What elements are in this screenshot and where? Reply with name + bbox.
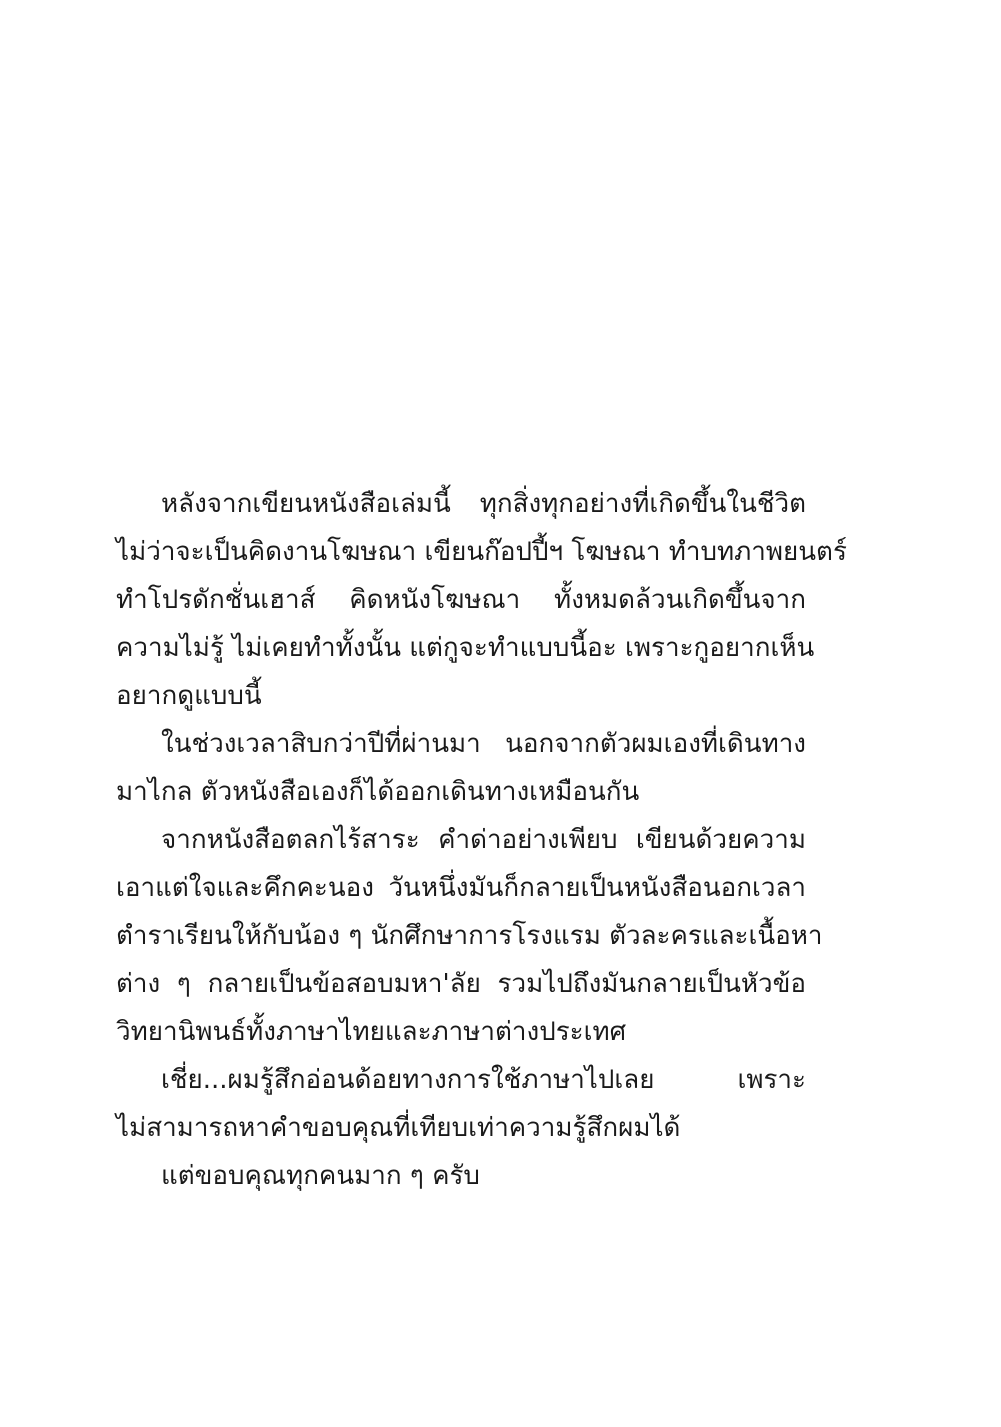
text-line: เชี่ย...ผมรู้สึกอ่อนด้อยทางการใช้ภาษาไปเลย เพราะ (161, 1065, 806, 1095)
text-line: ต่าง ๆ กลายเป็นข้อสอบมหา'ลัย รวมไปถึงมันกลายเป็นหัวข้อ (116, 969, 806, 999)
body-text (116, 480, 847, 1200)
paragraph-4 (116, 1056, 806, 1152)
text-line: จากหนังสือตลกไร้สาระ คำด่าอย่างเพียบ เขียนด้วยความ (161, 825, 806, 855)
text-line: หลังจากเขียนหนังสือเล่มนี้ ทุกสิ่งทุกอย่างที่เกิดขึ้นในชีวิต (161, 489, 806, 519)
text-line: มาไกล ตัวหนังสือเองก็ได้ออกเดินทางเหมือนกัน (116, 777, 640, 807)
paragraph-1 (116, 480, 847, 720)
paragraph-5 (116, 1152, 806, 1200)
text-line: อยากดูแบบนี้ (116, 681, 262, 711)
text-line: ไม่ว่าจะเป็นคิดงานโฆษณา เขียนก๊อปปี้ฯ โฆษณา ทำบทภาพยนตร์ (116, 537, 847, 567)
paragraph-2 (116, 720, 806, 816)
text-line: วิทยานิพนธ์ทั้งภาษาไทยและภาษาต่างประเทศ (116, 1017, 627, 1047)
text-line: ความไม่รู้ ไม่เคยทำทั้งนั้น แต่กูจะทำแบบนี้อะ เพราะกูอยากเห็น (116, 633, 815, 663)
text-line: ทำโปรดักชั่นเฮาส์ คิดหนังโฆษณา ทั้งหมดล้วนเกิดขึ้นจาก (116, 585, 806, 615)
text-line: เอาแต่ใจและคึกคะนอง วันหนึ่งมันก็กลายเป็นหนังสือนอกเวลา (116, 873, 806, 903)
text-line: ในช่วงเวลาสิบกว่าปีที่ผ่านมา นอกจากตัวผมเองที่เดินทาง (161, 729, 806, 759)
text-line: แต่ขอบคุณทุกคนมาก ๆ ครับ (161, 1161, 480, 1191)
paragraph-3 (116, 816, 823, 1056)
text-line: ตำราเรียนให้กับน้อง ๆ นักศึกษาการโรงแรม ตัวละครและเนื้อหา (116, 921, 823, 951)
text-line: ไม่สามารถหาคำขอบคุณที่เทียบเท่าความรู้สึกผมได้ (116, 1113, 681, 1143)
